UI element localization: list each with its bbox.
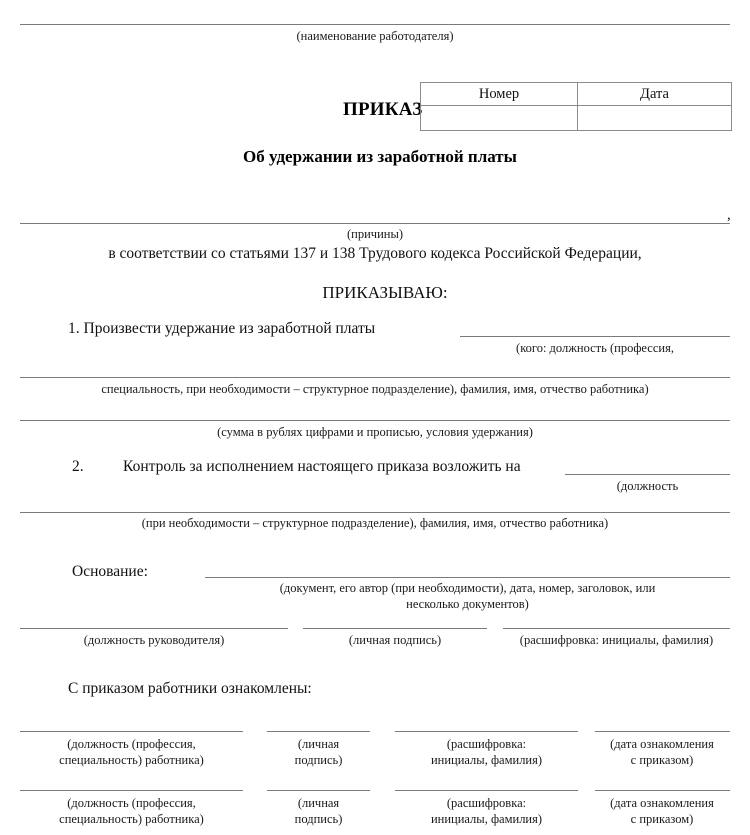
item-1-amount-blank[interactable] bbox=[20, 420, 730, 421]
ack-row-1-position-caption bbox=[20, 736, 243, 769]
column-header-number: Номер bbox=[421, 83, 578, 106]
order-word: ПРИКАЗ bbox=[343, 99, 423, 120]
ack-caption-line: инициалы, фамилия) bbox=[430, 812, 543, 827]
basis-caption-line-2: несколько документов) bbox=[406, 597, 529, 611]
item-2-number: 2. bbox=[72, 458, 84, 475]
ack-caption-line: (должность (профессия, bbox=[67, 737, 196, 751]
basis-blank[interactable] bbox=[205, 577, 730, 578]
item-2-text: Контроль за исполнением настоящего приказа возложить на bbox=[123, 458, 521, 475]
column-header-date: Дата bbox=[578, 83, 732, 106]
ack-caption-line: с приказом) bbox=[630, 812, 694, 827]
item-1-amount-caption: (сумма в рублях цифрами и прописью, условия удержания) bbox=[217, 425, 533, 439]
ack-row-1-signature-caption bbox=[267, 736, 370, 769]
employer-name-caption: (наименование работодателя) bbox=[296, 29, 454, 43]
ack-caption-line: (личная bbox=[297, 796, 340, 810]
ack-row-2-transcript-blank[interactable] bbox=[395, 790, 578, 791]
manager-signature-blank[interactable] bbox=[303, 628, 487, 629]
item-2-position-caption: (должность bbox=[616, 479, 679, 493]
item-1-text: 1. Произвести удержание из заработной платы bbox=[68, 320, 376, 337]
manager-transcript-caption: (расшифровка: инициалы, фамилия) bbox=[519, 633, 714, 647]
ack-row-2-signature-caption bbox=[267, 795, 370, 828]
ack-caption-line: с приказом) bbox=[630, 753, 694, 768]
page-title: Об удержании из заработной платы bbox=[243, 147, 517, 166]
order-verb: ПРИКАЗЫВАЮ: bbox=[322, 283, 448, 302]
ack-caption-line: подпись) bbox=[294, 753, 343, 768]
manager-signature-caption: (личная подпись) bbox=[348, 633, 442, 647]
ack-caption-line: подпись) bbox=[294, 812, 343, 827]
item-2-department-caption: (при необходимости – структурное подразделение), фамилия, имя, отчество работника) bbox=[141, 516, 609, 530]
acknowledgement-heading: С приказом работники ознакомлены: bbox=[68, 680, 312, 697]
reasons-caption: (причины) bbox=[346, 227, 404, 241]
cell-date-value[interactable] bbox=[578, 106, 732, 131]
ack-row-1-date-blank[interactable] bbox=[595, 731, 730, 732]
item-1-whom-blank[interactable] bbox=[460, 336, 730, 337]
table-row bbox=[421, 106, 732, 131]
ack-row-2-date-blank[interactable] bbox=[595, 790, 730, 791]
item-1-whom-caption: (кого: должность (профессия, bbox=[516, 341, 674, 355]
reasons-trailing-comma: , bbox=[727, 207, 731, 223]
ack-row-2-signature-blank[interactable] bbox=[267, 790, 370, 791]
item-1-specialty-blank[interactable] bbox=[20, 377, 730, 378]
basis-label: Основание: bbox=[72, 563, 148, 580]
ack-row-1-transcript-blank[interactable] bbox=[395, 731, 578, 732]
reasons-blank[interactable] bbox=[20, 223, 730, 224]
ack-caption-line: специальность) работника) bbox=[59, 812, 204, 827]
ack-row-2-position-blank[interactable] bbox=[20, 790, 243, 791]
ack-caption-line: инициалы, фамилия) bbox=[430, 753, 543, 768]
ack-row-2-position-caption bbox=[20, 795, 243, 828]
ack-caption-line: специальность) работника) bbox=[59, 753, 204, 768]
ack-row-1-transcript-caption bbox=[395, 736, 578, 769]
employer-name-blank[interactable] bbox=[20, 24, 730, 25]
basis-caption-line-1: (документ, его автор (при необходимости), дата, номер, заголовок, или bbox=[279, 581, 656, 595]
manager-position-caption: (должность руководителя) bbox=[83, 633, 225, 647]
ack-row-1-signature-blank[interactable] bbox=[267, 731, 370, 732]
ack-row-1-date-caption bbox=[592, 736, 732, 769]
ack-caption-line: (дата ознакомления bbox=[610, 796, 714, 810]
cell-number-value[interactable] bbox=[421, 106, 578, 131]
item-2-position-blank[interactable] bbox=[565, 474, 730, 475]
ack-row-2-date-caption bbox=[592, 795, 732, 828]
manager-transcript-blank[interactable] bbox=[503, 628, 730, 629]
table-header-row bbox=[421, 83, 732, 106]
ack-caption-line: (расшифровка: bbox=[446, 737, 527, 751]
item-2-department-blank[interactable] bbox=[20, 512, 730, 513]
ack-row-2-transcript-caption bbox=[395, 795, 578, 828]
ack-caption-line: (расшифровка: bbox=[446, 796, 527, 810]
manager-position-blank[interactable] bbox=[20, 628, 288, 629]
ack-caption-line: (личная bbox=[297, 737, 340, 751]
legal-basis-text: в соответствии со статьями 137 и 138 Трудового кодекса Российской Федерации, bbox=[108, 245, 642, 262]
item-1-specialty-caption: специальность, при необходимости – структурное подразделение), фамилия, имя, отчество работника) bbox=[101, 382, 649, 396]
number-date-table bbox=[420, 82, 732, 131]
ack-row-1-position-blank[interactable] bbox=[20, 731, 243, 732]
ack-caption-line: (должность (профессия, bbox=[67, 796, 196, 810]
ack-caption-line: (дата ознакомления bbox=[610, 737, 714, 751]
